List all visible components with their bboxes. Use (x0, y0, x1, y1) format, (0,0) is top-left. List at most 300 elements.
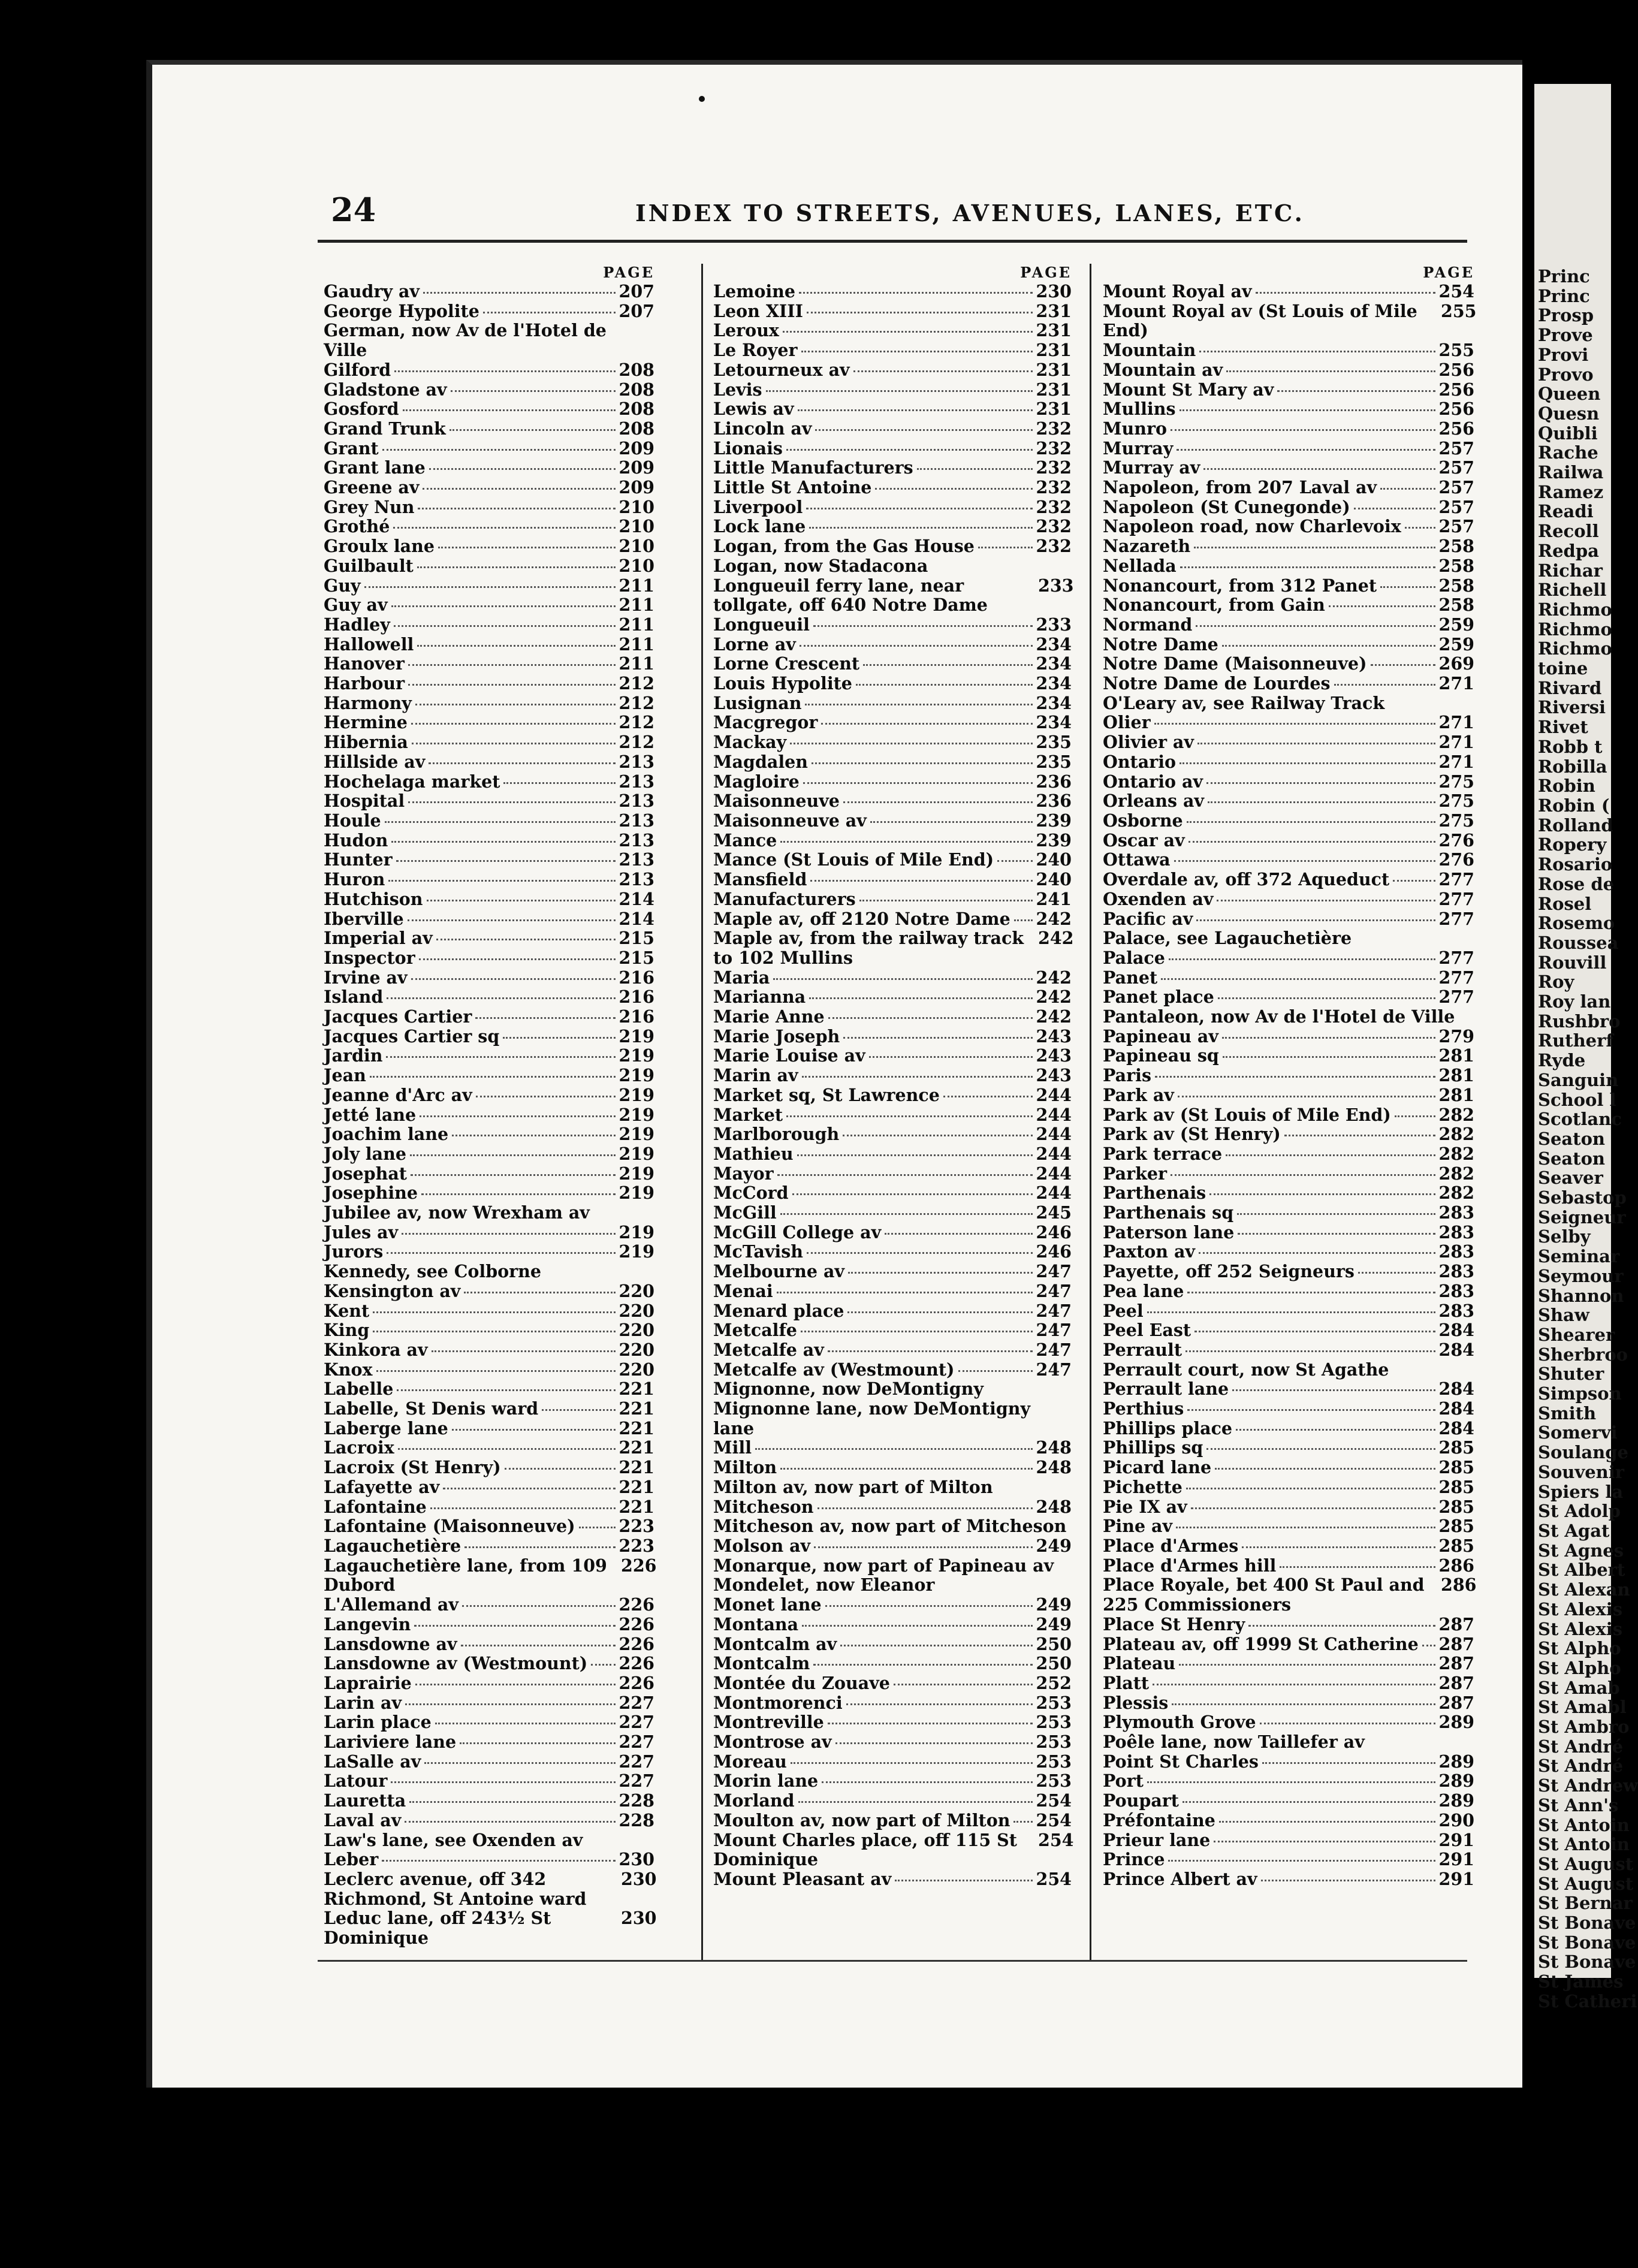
page-reference: 219 (619, 1124, 654, 1145)
page-reference: 247 (1036, 1261, 1072, 1282)
adjacent-fragment: St Antoin (1538, 1814, 1630, 1835)
street-name: Longueuil (713, 614, 810, 635)
street-name: Notre Dame (1103, 634, 1218, 655)
page-reference: 246 (1036, 1241, 1072, 1262)
dot-leader (1171, 429, 1435, 431)
index-entry (324, 1320, 654, 1340)
index-entry (1103, 380, 1474, 400)
index-entry (324, 1868, 657, 1909)
adjacent-fragment: St André (1538, 1736, 1624, 1757)
page-reference: 275 (1438, 810, 1474, 831)
index-entry (1103, 791, 1474, 811)
page-reference: 213 (619, 771, 654, 792)
street-name: Mathieu (713, 1143, 794, 1164)
page-reference: 254 (1036, 1790, 1072, 1811)
adjacent-fragment: Queen (1538, 384, 1601, 405)
page-reference: 213 (619, 791, 654, 812)
dot-leader (777, 1174, 1033, 1176)
adjacent-fragment: St Andrew (1538, 1775, 1638, 1796)
page-reference: 221 (619, 1476, 654, 1497)
dot-leader (1223, 1056, 1435, 1058)
dot-leader (405, 1703, 615, 1705)
index-entry (713, 1007, 1072, 1027)
index-entry (324, 380, 654, 400)
street-name: Mitcheson (713, 1496, 814, 1517)
dot-leader (1169, 958, 1435, 960)
page-reference: 239 (1036, 810, 1072, 831)
dot-leader (809, 997, 1032, 999)
dot-leader (483, 312, 616, 313)
index-entry (324, 1007, 654, 1027)
street-name: Letourneux av (713, 359, 850, 380)
dot-leader (1194, 547, 1435, 548)
street-name: Iberville (324, 908, 404, 929)
dot-leader (443, 1488, 615, 1489)
dot-leader (542, 1409, 615, 1411)
street-name: Little St Antoine (713, 477, 872, 498)
index-entry (1103, 340, 1474, 360)
dot-leader (813, 625, 1033, 627)
adjacent-fragment: St Bonave (1538, 1952, 1636, 1973)
adjacent-fragment: St Adolp (1538, 1501, 1621, 1522)
adjacent-fragment: Roussea (1538, 932, 1619, 953)
index-entry (1103, 1183, 1474, 1203)
dot-leader (859, 900, 1033, 901)
page-reference: 277 (1438, 908, 1474, 929)
index-entry (324, 1144, 654, 1164)
page-reference: 247 (1036, 1280, 1072, 1301)
page-reference: 291 (1438, 1849, 1474, 1870)
index-entry (713, 556, 1072, 576)
page-reference: 216 (619, 967, 654, 988)
page-reference: 248 (1036, 1457, 1072, 1478)
dot-leader (387, 1252, 615, 1254)
street-name: Parthenais sq (1103, 1202, 1234, 1223)
index-entry (1103, 1791, 1474, 1811)
dot-leader (780, 1213, 1033, 1215)
dot-leader (408, 664, 616, 666)
dot-leader (1237, 1213, 1435, 1215)
street-name: Payette, off 252 Seigneurs (1103, 1261, 1355, 1282)
dot-leader (807, 1252, 1032, 1254)
street-name: Molson av (713, 1536, 811, 1556)
index-entry (1103, 1693, 1474, 1713)
page-reference: 212 (619, 673, 654, 694)
index-entry (713, 1046, 1072, 1066)
dot-leader (591, 1664, 615, 1666)
street-name: Island (324, 987, 384, 1008)
page-reference: 210 (619, 496, 654, 517)
dot-leader (846, 1703, 1033, 1705)
page-reference: 210 (619, 516, 654, 537)
dot-leader (870, 821, 1033, 823)
street-name: Lusignan (713, 692, 802, 713)
dot-leader (420, 1115, 615, 1117)
street-name: Manufacturers (713, 888, 856, 909)
page-reference: 258 (1438, 555, 1474, 576)
index-entry (1103, 1438, 1474, 1458)
dot-leader (388, 880, 615, 882)
page-reference: 221 (619, 1418, 654, 1438)
page-reference: 232 (1036, 477, 1072, 498)
dot-leader (1208, 801, 1435, 803)
street-name: Morin lane (713, 1771, 819, 1792)
page-reference: 234 (1036, 673, 1072, 694)
adjacent-fragment: Seaver (1538, 1168, 1603, 1189)
dot-leader (1329, 605, 1435, 607)
page-reference: 227 (619, 1692, 654, 1713)
page-reference: 244 (1036, 1143, 1072, 1164)
index-entry (324, 1262, 654, 1281)
street-name: Leber (324, 1849, 379, 1870)
dot-leader (848, 1272, 1033, 1274)
dot-leader (382, 1860, 615, 1862)
dot-leader (432, 1350, 616, 1352)
index-entry (713, 517, 1072, 536)
page-reference: 247 (1036, 1359, 1072, 1380)
index-entry (713, 478, 1072, 497)
street-name: LaSalle av (324, 1751, 421, 1772)
street-name: Maria (713, 967, 770, 988)
adjacent-fragment: Princ (1538, 285, 1590, 306)
index-entry (713, 380, 1072, 400)
page-reference: 211 (619, 595, 654, 616)
index-entry (324, 1281, 654, 1301)
page-reference: 211 (619, 653, 654, 674)
index-entry (1103, 928, 1474, 948)
index-entry (324, 1673, 654, 1693)
index-entry (1103, 517, 1474, 536)
page-reference: 226 (619, 1613, 654, 1634)
adjacent-fragment: St Ambro (1538, 1717, 1630, 1738)
index-entry (1103, 1654, 1474, 1673)
page-reference: 219 (619, 1183, 654, 1204)
dot-leader (1393, 880, 1435, 882)
dot-leader (408, 919, 616, 921)
street-name: Murray (1103, 438, 1174, 459)
dot-leader (1280, 1566, 1435, 1568)
street-name: Mignonne lane, now DeMontigny lane (713, 1398, 1031, 1438)
dot-leader (1206, 1448, 1435, 1450)
index-entry (324, 1085, 654, 1105)
street-name: Panet (1103, 967, 1158, 988)
page-reference: 226 (619, 1633, 654, 1654)
street-name: Place d'Armes hill (1103, 1555, 1277, 1576)
page-reference: 232 (1036, 536, 1072, 557)
dot-leader (411, 978, 616, 980)
page-reference: 271 (1438, 673, 1474, 694)
adjacent-fragment: Seigneur (1538, 1207, 1626, 1228)
index-entry (1103, 909, 1474, 929)
index-entry (324, 1654, 654, 1673)
page-reference: 220 (619, 1359, 654, 1380)
index-entry (1103, 674, 1474, 693)
page-reference: 257 (1438, 438, 1474, 459)
adjacent-fragment: Scotlanc (1538, 1109, 1622, 1130)
street-name: Jubilee av, now Wrexham av (324, 1202, 590, 1223)
street-name: Morland (713, 1790, 795, 1811)
dot-leader (805, 704, 1032, 705)
page-reference: 284 (1438, 1320, 1474, 1341)
index-entry (1103, 282, 1474, 301)
dot-leader (843, 801, 1033, 803)
index-entry (713, 713, 1072, 732)
page-reference: 244 (1036, 1183, 1072, 1204)
page-reference: 290 (1438, 1809, 1474, 1830)
index-entry (324, 752, 654, 772)
adjacent-fragment: St Bonave (1538, 1913, 1636, 1934)
street-name: Market (713, 1104, 783, 1125)
street-name: Larin place (324, 1712, 432, 1733)
dot-leader (869, 1056, 1033, 1058)
index-entry (713, 1869, 1072, 1889)
index-entry (1103, 1850, 1474, 1869)
index-entry (324, 1124, 654, 1144)
street-name: Leroux (713, 320, 779, 341)
dot-leader (1174, 860, 1435, 862)
index-entry (324, 987, 654, 1007)
adjacent-fragment: Rosemo (1538, 913, 1615, 934)
page-reference: 242 (1038, 928, 1074, 949)
street-name: Labelle (324, 1379, 394, 1400)
page-reference: 277 (1438, 987, 1474, 1008)
index-entry (324, 615, 654, 635)
dot-leader (847, 1311, 1032, 1313)
street-name: Mitcheson av, now part of Mitcheson (713, 1516, 1067, 1537)
page-reference: 269 (1438, 653, 1474, 674)
dot-leader (429, 762, 615, 764)
street-name: Lafontaine (Maisonneuve) (324, 1516, 575, 1537)
index-entry (1103, 1360, 1474, 1380)
page-reference: 211 (619, 575, 654, 596)
adjacent-fragment: St Alpho (1538, 1657, 1621, 1678)
index-entry (324, 732, 654, 752)
street-name: Mount Pleasant av (713, 1868, 892, 1889)
dot-leader (1013, 1821, 1032, 1823)
adjacent-fragment: Robin ( (1538, 795, 1610, 816)
street-name: Mansfield (713, 869, 807, 890)
street-name: Milton av, now part of Milton (713, 1476, 993, 1497)
street-name: Lafontaine (324, 1496, 427, 1517)
street-name: Murray av (1103, 457, 1200, 478)
index-entry (324, 595, 654, 615)
page-reference: 234 (1036, 653, 1072, 674)
adjacent-fragment: Richar (1538, 560, 1603, 581)
street-name: Place Royale, bet 400 St Paul and 225 Commissioners (1103, 1575, 1425, 1615)
page-reference: 227 (619, 1751, 654, 1772)
page-column-label: PAGE (1020, 264, 1072, 281)
index-entry (1103, 693, 1474, 713)
index-entry (1103, 1144, 1474, 1164)
index-entry (713, 752, 1072, 772)
street-name: Milton (713, 1457, 777, 1478)
page-reference: 255 (1438, 340, 1474, 361)
adjacent-fragment: School l (1538, 1089, 1616, 1110)
adjacent-fragment: Souvenir (1538, 1461, 1625, 1482)
page-reference: 228 (619, 1809, 654, 1830)
index-entry (713, 1615, 1072, 1634)
street-name: Mountain av (1103, 359, 1223, 380)
street-name: Lemoine (713, 281, 796, 301)
street-name: Mount Charles place, off 115 St Dominique (713, 1829, 1017, 1870)
index-entry (1103, 1536, 1474, 1556)
dot-leader (579, 1527, 616, 1528)
street-name: Jacques Cartier (324, 1006, 472, 1027)
street-name: King (324, 1320, 370, 1341)
index-entry (1103, 615, 1474, 635)
index-entry (713, 791, 1072, 811)
index-entry (324, 870, 654, 889)
street-name: Grand Trunk (324, 418, 446, 439)
street-name: Pie IX av (1103, 1496, 1187, 1517)
adjacent-fragment: Rosario (1538, 854, 1613, 875)
dot-leader (419, 958, 616, 960)
dot-leader (773, 978, 1032, 980)
index-entry (713, 1654, 1072, 1673)
index-entry (713, 1771, 1072, 1791)
index-entry (713, 674, 1072, 693)
adjacent-fragment: Riversi (1538, 697, 1606, 718)
index-entry (713, 399, 1072, 419)
dot-leader (370, 1076, 616, 1078)
index-entry (1103, 1027, 1474, 1046)
street-name: Maisonneuve av (713, 810, 867, 831)
dot-leader (1197, 743, 1435, 744)
street-name: Kennedy, see Colborne (324, 1261, 542, 1282)
street-name: Monarque, now part of Papineau av (713, 1555, 1054, 1576)
index-entry (1103, 1203, 1474, 1223)
street-name: Mance (St Louis of Mile End) (713, 849, 994, 870)
street-name: Longueuil ferry lane, near tollgate, off 640 Notre Dame (713, 575, 988, 616)
dot-leader (1405, 527, 1435, 529)
dot-leader (382, 449, 616, 451)
index-entry (713, 1634, 1072, 1654)
page-reference: 284 (1438, 1418, 1474, 1438)
page-reference: 248 (1036, 1496, 1072, 1517)
page-reference: 208 (619, 418, 654, 439)
adjacent-fragment: Prove (1538, 325, 1593, 346)
street-name: Liverpool (713, 496, 803, 517)
adjacent-fragment: Seminar (1538, 1246, 1620, 1267)
dot-leader (1154, 723, 1435, 725)
street-name: Lock lane (713, 516, 806, 537)
street-name: Grant lane (324, 457, 426, 478)
index-entry (713, 576, 1072, 615)
street-name: Lewis av (713, 399, 794, 420)
index-entry (1103, 1712, 1474, 1732)
page-reference: 289 (1438, 1771, 1474, 1792)
adjacent-fragment: Richmo (1538, 638, 1612, 659)
street-name: Osborne (1103, 810, 1183, 831)
street-name: Pacific av (1103, 908, 1193, 929)
street-name: Ontario (1103, 751, 1177, 772)
street-name: Montreville (713, 1712, 824, 1733)
index-entry (713, 1516, 1072, 1536)
dot-leader (798, 409, 1033, 411)
page-reference: 247 (1036, 1300, 1072, 1321)
street-name: Poêle lane, now Taillefer av (1103, 1732, 1365, 1753)
page-reference: 230 (621, 1868, 657, 1889)
street-name: Munro (1103, 418, 1168, 439)
dot-leader (475, 1017, 615, 1019)
index-entry (1103, 654, 1474, 674)
index-entry (324, 1399, 654, 1419)
index-entry (1103, 732, 1474, 752)
page-reference: 285 (1438, 1536, 1474, 1556)
dot-leader (1196, 919, 1435, 921)
dot-leader (1180, 762, 1435, 764)
page-reference: 233 (1036, 614, 1072, 635)
page-reference: 242 (1036, 1006, 1072, 1027)
index-entry (324, 1732, 654, 1752)
street-name: Jardin (324, 1045, 383, 1066)
dot-leader (423, 488, 615, 490)
dot-leader (1206, 782, 1435, 784)
street-name: McCord (713, 1183, 789, 1204)
dot-leader (1176, 1527, 1435, 1528)
street-name: O'Leary av, see Railway Track (1103, 692, 1385, 713)
dot-leader (452, 1429, 616, 1431)
adjacent-fragment: Richmo (1538, 599, 1612, 620)
street-name: Groulx lane (324, 536, 435, 557)
street-name: Pantaleon, now Av de l'Hotel de Ville (1103, 1006, 1455, 1027)
street-name: Kinkora av (324, 1339, 428, 1360)
index-entry (324, 282, 654, 301)
index-entry (1103, 811, 1474, 831)
street-name: Lauretta (324, 1790, 406, 1811)
dot-leader (809, 527, 1032, 529)
page-reference: 259 (1438, 634, 1474, 655)
dot-leader (917, 468, 1033, 470)
dot-leader (1178, 1096, 1435, 1097)
page-reference: 239 (1036, 830, 1072, 850)
adjacent-fragment: St Bonave (1538, 1932, 1636, 1953)
page-reference: 236 (1036, 771, 1072, 792)
page-reference: 259 (1438, 614, 1474, 635)
page-reference: 277 (1438, 888, 1474, 909)
street-name: Plateau (1103, 1653, 1176, 1674)
adjacent-fragment: Richell (1538, 580, 1607, 601)
dot-leader (1354, 508, 1435, 509)
dot-leader (802, 1076, 1033, 1078)
street-name: Ontario av (1103, 771, 1203, 792)
page-reference: 243 (1036, 1026, 1072, 1046)
street-name: Prieur lane (1103, 1829, 1211, 1850)
page-reference: 221 (619, 1457, 654, 1478)
dot-leader (875, 488, 1032, 490)
index-entry (324, 1908, 657, 1949)
street-name: Knox (324, 1359, 373, 1380)
dot-leader (415, 1684, 616, 1685)
street-name: Mount St Mary av (1103, 379, 1274, 400)
adjacent-page-edge (1534, 84, 1638, 2011)
page-reference: 227 (619, 1712, 654, 1733)
street-name: Metcalfe (713, 1320, 797, 1341)
page-reference: 220 (619, 1280, 654, 1301)
page-reference: 242 (1036, 987, 1072, 1008)
index-entry (1103, 1556, 1474, 1576)
index-entry (324, 478, 654, 497)
adjacent-fragment: Robin (1538, 776, 1595, 797)
dot-leader (1242, 1546, 1435, 1548)
adjacent-fragment: Rushbro (1538, 1011, 1621, 1032)
index-entry (1103, 1516, 1474, 1536)
street-name: Phillips place (1103, 1418, 1233, 1438)
street-name: Parker (1103, 1163, 1168, 1184)
page-reference: 285 (1438, 1496, 1474, 1517)
street-name: Platt (1103, 1672, 1150, 1693)
dot-leader (464, 1292, 615, 1293)
